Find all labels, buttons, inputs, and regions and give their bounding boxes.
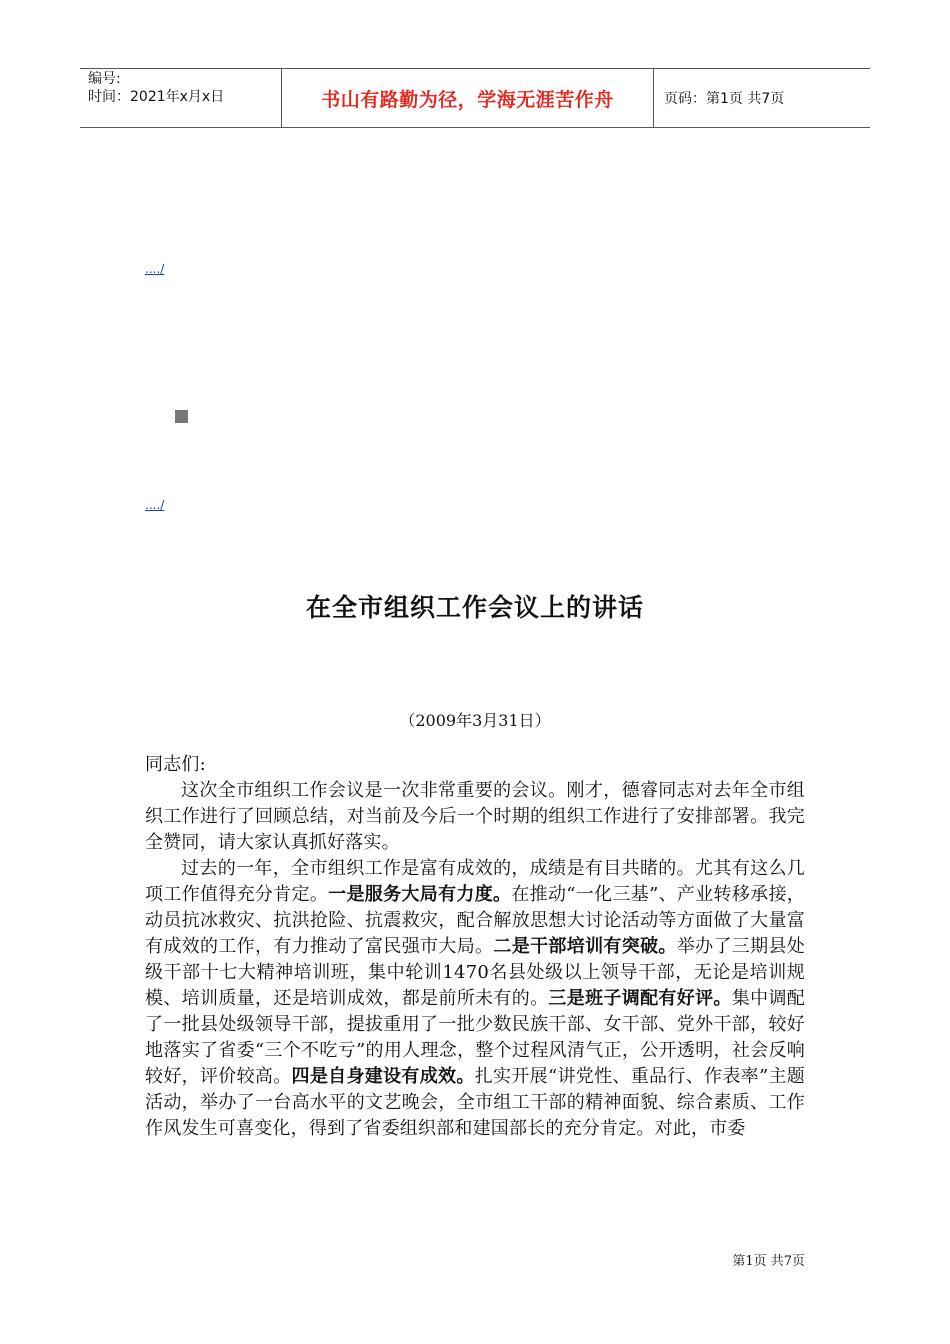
time-label: 时间：2021年x月x日 — [88, 89, 225, 105]
point-4-text: 扎实开展“讲党性、重品行、作表率”主题活动，举办了一台高水平的文艺晚会，全市组工干部的精神面貌、综合素质、工作作风发生可喜变化，得到了省委组织部和建国部长的充分肯定。对此，市委 — [145, 1066, 805, 1139]
document-date: （2009年3月31日） — [399, 711, 551, 730]
link-first[interactable]: ..../ — [145, 262, 165, 276]
page-footer: 第1页 共7页 — [732, 1254, 805, 1269]
header-motto: 书山有路勤为径，学海无涯苦作舟 — [282, 69, 654, 127]
page-header — [80, 68, 870, 128]
salutation: 同志们: — [145, 754, 206, 775]
point-1-heading: 一是服务大局有力度。 — [328, 884, 512, 905]
point-3-text: 集中调配了一批县处级领导干部，提拔重用了一批少数民族干部、女干部、党外干部，较好地落实了省委“三个不吃亏”的用人理念，整个过程风清气正，公开透明，社会反响较好，评价较高。 — [145, 988, 805, 1087]
number-label: 编号: — [88, 71, 121, 87]
paragraph-1: 这次全市组织工作会议是一次非常重要的会议。刚才，德睿同志对去年全市组织工作进行了回顾总结，对当前及今后一个时期的组织工作进行了安排部署。我完全赞同，请大家认真抓好落实。 — [145, 780, 805, 853]
header-meta — [80, 69, 282, 127]
link-second[interactable]: ..../ — [145, 498, 165, 512]
paragraph-2 — [145, 856, 805, 1142]
point-2-text: 举办了三期县处级干部十七大精神培训班，集中轮训1470名县处级以上领导干部，无论是培训规模、培训质量，还是培训成效，都是前所未有的。 — [145, 936, 806, 1009]
document-body — [145, 752, 805, 1142]
header-page-info: 页码：第1页 共7页 — [664, 91, 785, 107]
document-title: 在全市组织工作会议上的讲话 — [305, 593, 644, 622]
point-4-heading: 四是自身建设有成效。 — [291, 1066, 475, 1087]
square-icon — [175, 410, 188, 423]
point-2-heading: 二是干部培训有突破。 — [493, 936, 677, 957]
para2-intro: 过去的一年，全市组织工作是富有成效的，成绩是有目共睹的。尤其有这么几项工作值得充分肯定。 — [145, 858, 805, 905]
point-3-heading: 三是班子调配有好评。 — [548, 988, 732, 1009]
point-1-text: 在推动“一化三基”、产业转移承接，动员抗冰救灾、抗洪抢险、抗震救灾，配合解放思想大讨论活动等方面做了大量富有成效的工作，有力推动了富民强市大局。 — [145, 884, 806, 957]
